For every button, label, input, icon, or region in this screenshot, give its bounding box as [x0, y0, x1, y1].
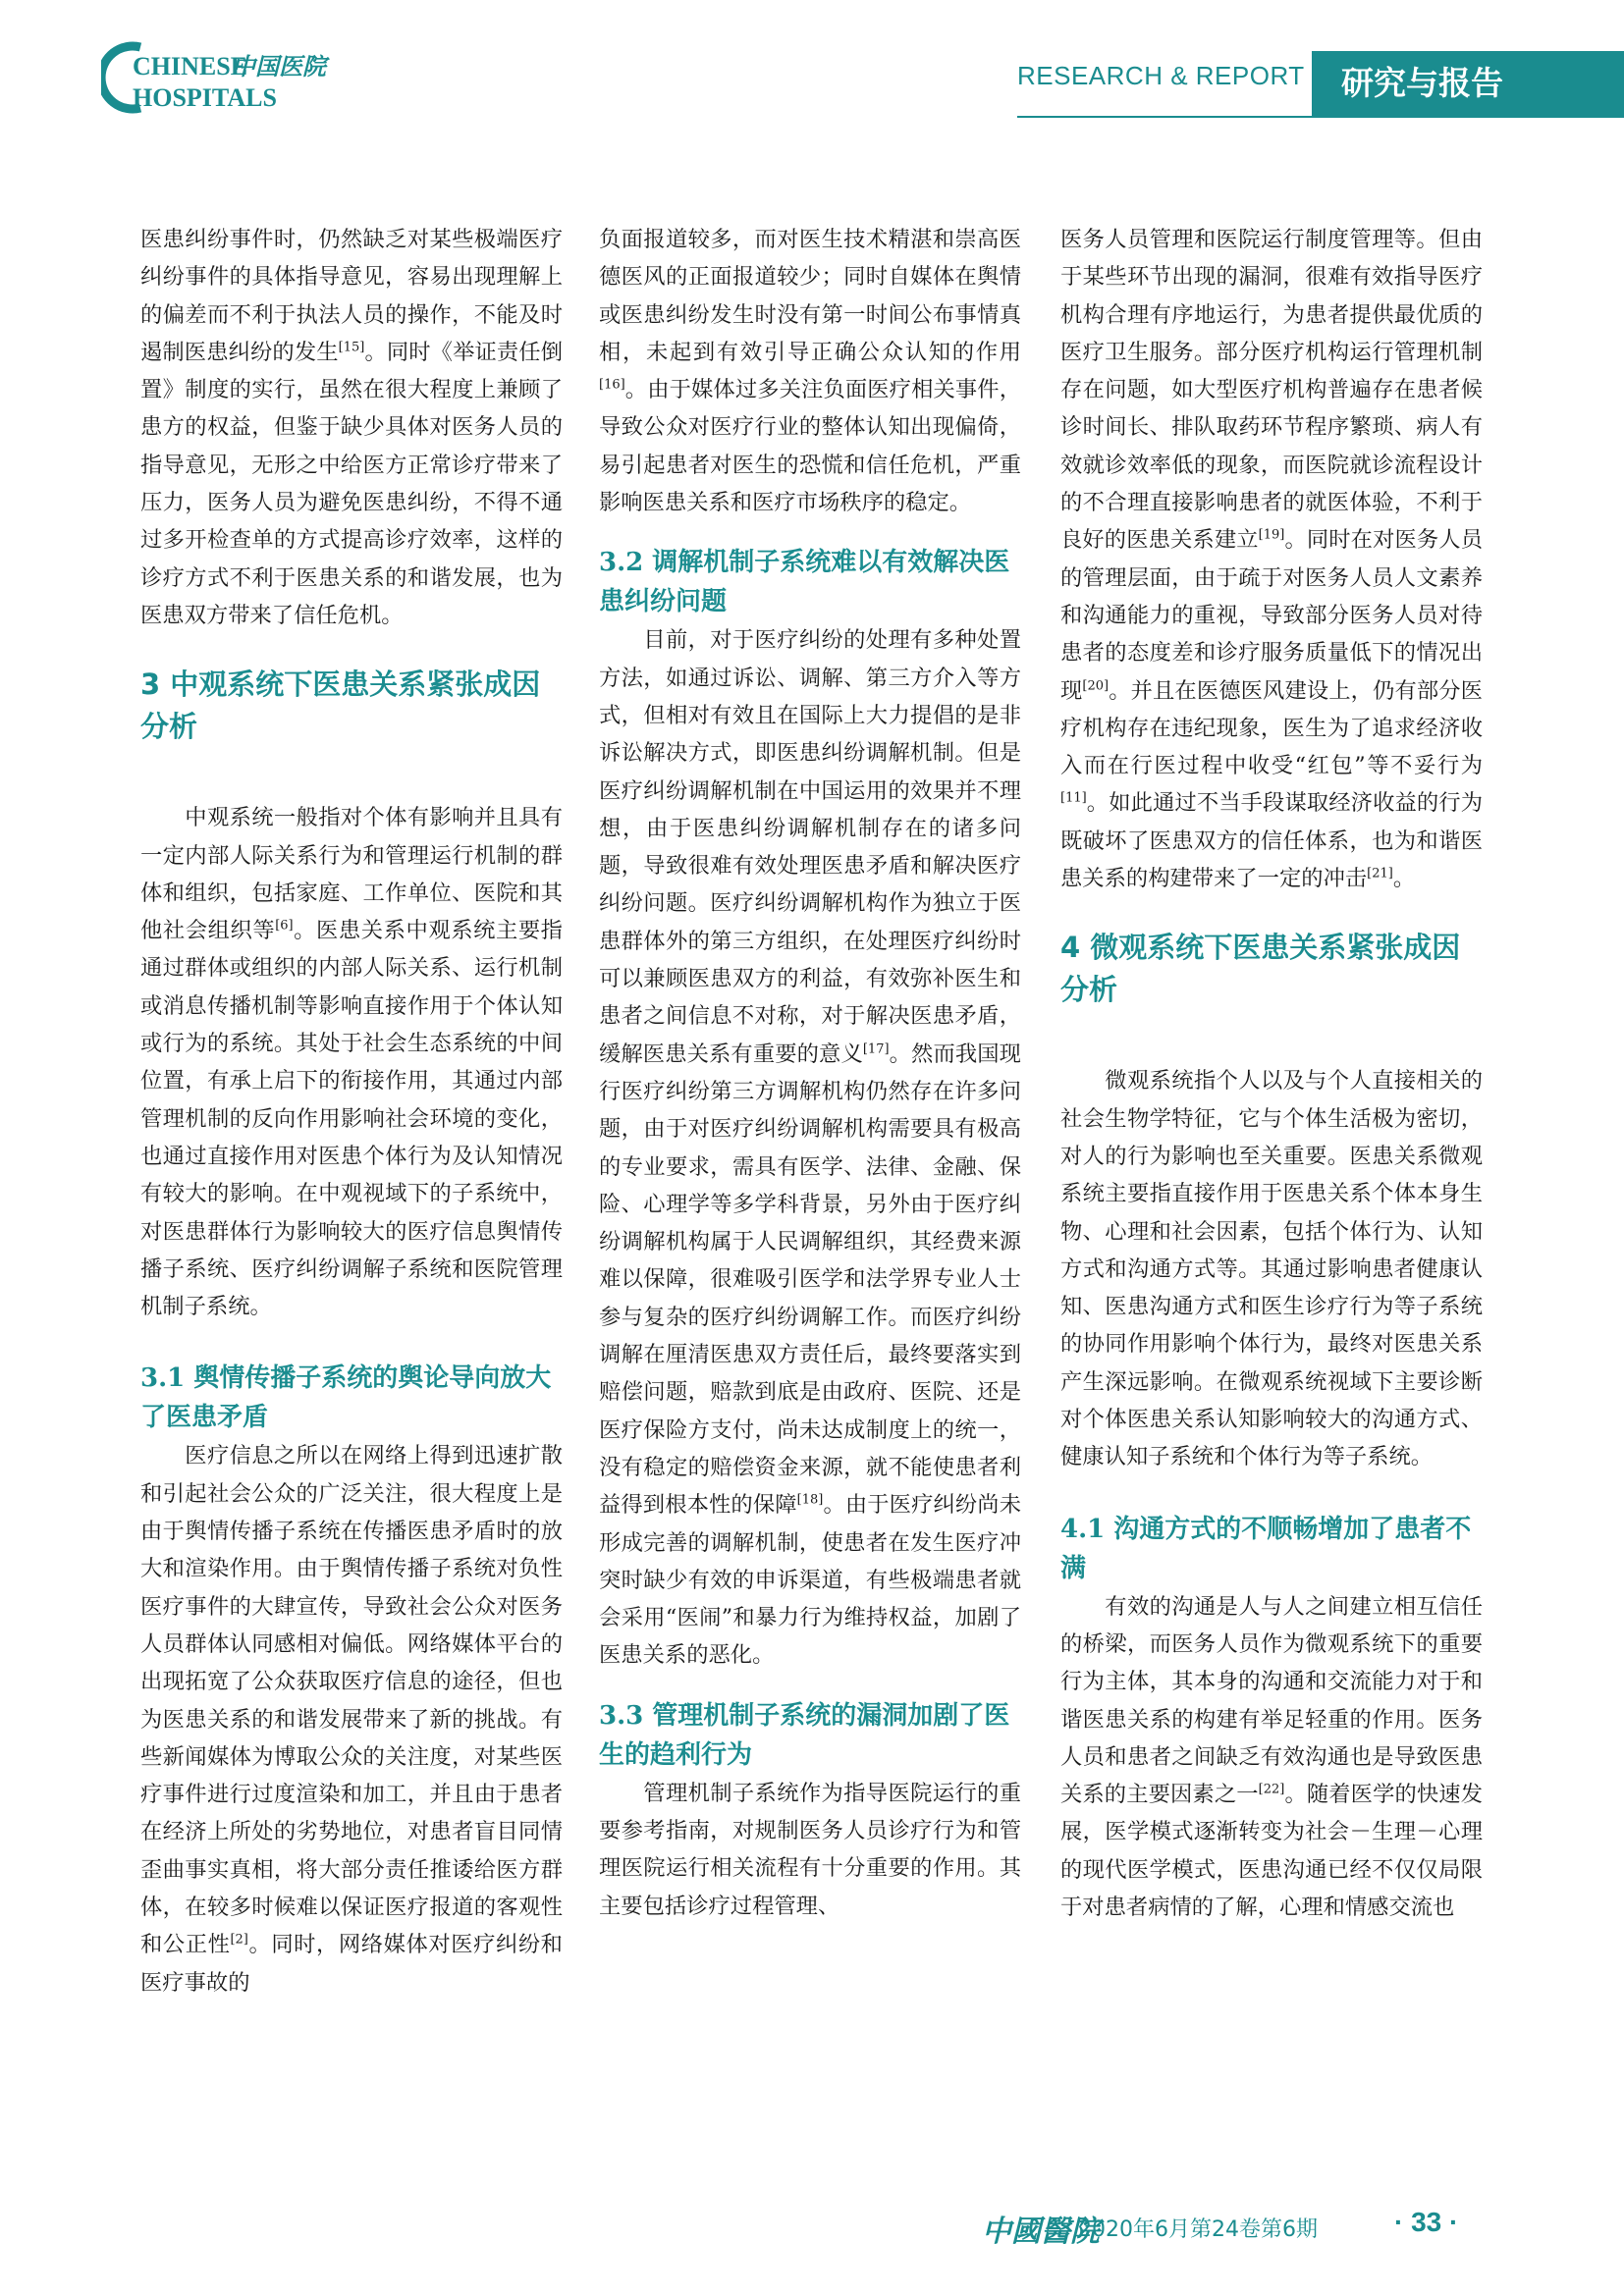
- paragraph-text: 目前，对于医疗纠纷的处理有多种处置方法，如通过诉讼、调解、第三方介入等方式，但相对有效且在国际上大力提倡的是非诉讼解决方式，即医患纠纷调解机制。但是医疗纠纷调解机制在中国运用的效果并不理想，由于医患纠纷调解机制存在的诸多问题，导致很难有效处理医患矛盾和解决医疗纠纷问题。医疗纠纷调解机构作为独立于医患群体外的第三方组织，在处理医疗纠纷时可以兼顾医患双方的利益，有效弥补医生和患者之间信息不对称，对于解决医患矛盾，缓解医患关系有重要的意义: [599, 627, 1021, 1067]
- body-paragraph: [1060, 1588, 1483, 1927]
- citation-ref: [11]: [1060, 791, 1087, 807]
- paragraph-text: 。并且在医德医风建设上，仍有部分医疗机构存在违纪现象，医生为了追求经济收入而在行医过程中收受“红包”等不妥行为: [1060, 677, 1483, 779]
- paragraph-text: 。由于媒体过多关注负面医疗相关事件，导致公众对医疗行业的整体认知出现偏倚，易引起患者对医生的恐慌和信任危机，严重影响医患关系和医疗市场秩序的稳定。: [599, 377, 1021, 516]
- body-paragraph: [140, 799, 563, 1325]
- citation-ref: [21]: [1367, 866, 1393, 881]
- page-footer: [982, 2207, 1532, 2249]
- body-paragraph: [140, 221, 563, 634]
- body-paragraph: [140, 1437, 563, 2001]
- citation-ref: [16]: [599, 377, 625, 393]
- paragraph-text: 有效的沟通是人与人之间建立相互信任的桥梁，而医务人员作为微观系统下的重要行为主体，其本身的沟通和交流能力对于和谐医患关系的构建有举足轻重的作用。医务人员和患者之间缺乏有效沟通也是导致医患关系的主要因素之一: [1060, 1593, 1483, 1808]
- citation-ref: [17]: [862, 1041, 890, 1057]
- logo-text-top: CHINESE: [133, 52, 248, 80]
- paragraph-text: 负面报道较多，而对医生技术精湛和崇高医德医风的正面报道较少；同时自媒体在舆情或医患纠纷发生时没有第一时间公布事情真相，未起到有效引导正确公众认知的作用: [599, 227, 1021, 365]
- paragraph-text: 。同时，网络媒体对医疗纠纷和医疗事故的: [140, 1932, 563, 1996]
- subsection-heading: 4.1 沟通方式的不顺畅增加了患者不满: [1060, 1514, 1472, 1583]
- paragraph-text: 。如此通过不当手段谋取经济收益的行为既破坏了医患双方的信任体系，也为和谐医患关系的构建带来了一定的冲击: [1060, 790, 1483, 892]
- paragraph-text: 医患纠纷事件时，仍然缺乏对某些极端医疗纠纷事件的具体指导意见，容易出现理解上的偏差而不利于执法人员的操作，不能及时遏制医患纠纷的发生: [140, 227, 563, 365]
- logo-text-cn: 中国医院: [232, 52, 326, 80]
- text-column-left: [140, 221, 563, 2002]
- footer-brand: 中國醫院: [982, 2215, 1100, 2249]
- citation-ref: [6]: [275, 918, 294, 934]
- subsection-heading: 3.1 舆情传播子系统的舆论导向放大了医患矛盾: [140, 1363, 552, 1433]
- text-column-right: [1060, 221, 1483, 1926]
- citation-ref: [18]: [796, 1492, 824, 1508]
- page-number: · 33 ·: [1394, 2207, 1459, 2237]
- paragraph-text: 。: [1392, 866, 1416, 892]
- body-paragraph: [1060, 221, 1483, 897]
- header-rule: [1017, 116, 1624, 118]
- section-heading: 3 中观系统下医患关系紧张成因分析: [140, 667, 541, 744]
- paragraph-text: 。同时《举证责任倒置》制度的实行，虽然在很大程度上兼顾了患方的权益，但鉴于缺少具体对医务人员的指导意见，无形之中给医方正常诊疗带来了压力，医务人员为避免医患纠纷，不得不通过多开检查单的方式提高诊疗效率，这样的诊疗方式不利于医患关系的和谐发展，也为医患双方带来了信任危机。: [140, 339, 563, 628]
- paragraph-text: 管理机制子系统作为指导医院运行的重要参考指南，对规制医务人员诊疗行为和管理医院运行相关流程有十分重要的作用。其主要包括诊疗过程管理、: [599, 1780, 1021, 1919]
- body-paragraph: [599, 1775, 1021, 1925]
- section-label-cn: 研究与报告: [1312, 51, 1624, 116]
- paragraph-text: 。然而我国现行医疗纠纷第三方调解机构仍然存在许多问题，由于对医疗纠纷调解机构需要具有极高的专业要求，需具有医学、法律、金融、保险、心理学等多学科背景，另外由于医疗纠纷调解机构属于人民调解组织，其经费来源难以保障，很难吸引医学和法学界专业人士参与复杂的医疗纠纷调解工作。而医疗纠纷调解在厘清医患双方责任后，最终要落实到赔偿问题，赔款到底是由政府、医院、还是医疗保险方支付，尚未达成制度上的统一，没有稳定的赔偿资金来源，就不能使患者利益得到根本性的保障: [599, 1041, 1021, 1519]
- paragraph-text: 医务人员管理和医院运行制度管理等。但由于某些环节出现的漏洞，很难有效指导医疗机构合理有序地运行，为患者提供最优质的医疗卫生服务。部分医疗机构运行管理机制存在问题，如大型医疗机构普遍存在患者候诊时间长、排队取药环节程序繁琐、病人有效就诊效率低的现象，而医院就诊流程设计的不合理直接影响患者的就医体验，不利于良好的医患关系建立: [1060, 227, 1483, 554]
- citation-ref: [19]: [1258, 527, 1285, 543]
- paragraph-text: 微观系统指个人以及与个人直接相关的社会生物学特征，它与个体生活极为密切，对人的行为影响也至关重要。医患关系微观系统主要指直接作用于医患关系个体本身生物、心理和社会因素，包括个体行为、认知方式和沟通方式等。其通过影响患者健康认知、医患沟通方式和医生诊疗行为等子系统的协同作用影响个体行为，最终对医患关系产生深远影响。在微观系统视域下主要诊断对个体医患关系认知影响较大的沟通方式、健康认知子系统和个体行为等子系统。: [1060, 1068, 1483, 1470]
- paragraph-text: 医疗信息之所以在网络上得到迅速扩散和引起社会公众的广泛关注，很大程度上是由于舆情传播子系统在传播医患矛盾时的放大和渲染作用。由于舆情传播子系统对负性医疗事件的大肆宣传，导致社会公众对医务人员群体认同感相对偏低。网络媒体平台的出现拓宽了公众获取医疗信息的途径，但也为医患关系的和谐发展带来了新的挑战。有些新闻媒体为博取公众的关注度，对某些医疗事件进行过度渲染和加工，并且由于患者在经济上所处的劣势地位，对患者盲目同情歪曲事实真相，将大部分责任推诿给医方群体，在较多时候难以保证医疗报道的客观性和公正性: [140, 1443, 563, 1958]
- body-paragraph: [599, 621, 1021, 1674]
- journal-logo: [101, 39, 347, 116]
- citation-ref: [20]: [1082, 678, 1110, 694]
- paragraph-text: 。同时在对医务人员的管理层面，由于疏于对医务人员人文素养和沟通能力的重视，导致部分医务人员对待患者的态度差和诊疗服务质量低下的情况出现: [1060, 527, 1483, 704]
- body-paragraph: [1060, 1062, 1483, 1475]
- footer-issue: 2020年6月第24卷第6期: [1078, 2217, 1318, 2242]
- subsection-heading: 3.3 管理机制子系统的漏洞加剧了医生的趋利行为: [599, 1700, 1010, 1770]
- paragraph-text: 。由于医疗纠纷尚未形成完善的调解机制，使患者在发生医疗冲突时缺少有效的申诉渠道，有些极端患者就会采用“医闹”和暴力行为维持权益，加剧了医患关系的恶化。: [599, 1492, 1021, 1669]
- body-paragraph: [599, 221, 1021, 521]
- subsection-heading: 3.2 调解机制子系统难以有效解决医患纠纷问题: [599, 548, 1010, 617]
- paragraph-text: 。医患关系中观系统主要指通过群体或组织的内部人际关系、运行机制或消息传播机制等影响直接作用于个体认知或行为的系统。其处于社会生态系统的中间位置，有承上启下的衔接作用，其通过内部管理机制的反向作用影响社会环境的变化，也通过直接作用对医患个体行为及认知情况有较大的影响。在中观视域下的子系统中，对医患群体行为影响较大的医疗信息舆情传播子系统、医疗纠纷调解子系统和医院管理机制子系统。: [140, 918, 563, 1320]
- logo-text-bottom: HOSPITALS: [133, 83, 277, 112]
- citation-ref: [15]: [338, 340, 365, 355]
- section-label-en: RESEARCH & REPORT: [1017, 61, 1305, 90]
- paragraph-text: 。随着医学的快速发展，医学模式逐渐转变为社会－生理－心理的现代医学模式，医患沟通已经不仅仅局限于对患者病情的了解，心理和情感交流也: [1060, 1782, 1483, 1920]
- paragraph-text: 中观系统一般指对个体有影响并且具有一定内部人际关系行为和管理运行机制的群体和组织，包括家庭、工作单位、医院和其他社会组织等: [140, 805, 563, 944]
- citation-ref: [22]: [1258, 1782, 1285, 1797]
- section-heading: 4 微观系统下医患关系紧张成因分析: [1060, 931, 1461, 1007]
- text-column-middle: [599, 221, 1021, 1925]
- citation-ref: [2]: [230, 1932, 248, 1948]
